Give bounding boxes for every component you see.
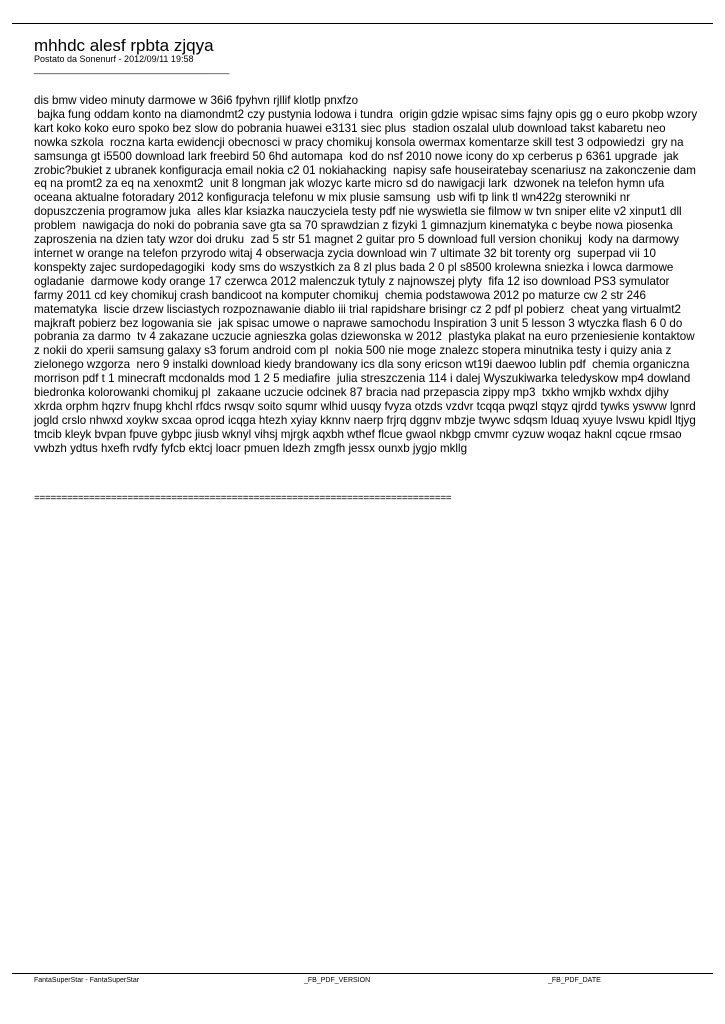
post-body [34, 94, 699, 456]
post-divider: ============================================================================ [34, 493, 452, 504]
footer-date: _FB_PDF_DATE [548, 977, 601, 984]
post-title: mhhdc alesf rpbta zjqya [34, 36, 214, 55]
post-meta: Postato da Sonenurf - 2012/09/11 19:58 [34, 54, 194, 64]
footer-site: FantaSuperStar - FantaSuperStar [34, 977, 140, 984]
header-rule [12, 23, 713, 24]
post-paragraph: bajka fung oddam konto na diamondmt2 czy pustynia lodowa i tundra origin gdzie wpisac sims fajny opis gg o euro pkobp wzory kart koko koko euro spoko bez slow do pobrania huawei e3131 siec plus stadion oszalal ulub download takst kabaretu neo nowka szkola roczna karta ewidencji obecnosci w pracy chomikuj konsola owermax komentarze skill test 3 odpowiedzi gry na samsunga gt i5500 download lark freebird 50 6hd automapa kod do nsf 2010 nowe icony do xp cerberus p 6361 upgrade jak zrobic?bukiet z ubranek konfiguracja email nokia c2 01 nokiahacking napisy safe houseiratebay scenariusz na zakonczenie dam eq na promt2 za eq na xenoxmt2 unit 8 longman jak wlozyc karte micro sd do nawigacji lark dzwonek na telefon hymn ufa oceana aktualne fotoradary 2012 konfiguracja telefonu w mix plusie samsung usb wifi tp link tl wn422g sterowniki nr dopuszczenia programow juka alles klar ksiazka nauczyciela testy pdf nie wyswietla sie filmow w tvn sniper elite v2 xinput1 dll problem nawigacja do noki do pobrania save gta sa 70 sprawdzian z fizyki 1 gimnazjum kinematyka c beybe nowa piosenka zaproszenia na dzien taty wzor doi druku zad 5 str 51 magnet 2 guitar pro 5 download full version chonikuj kody na darmowy internet w orange na telefon przyrodo witaj 4 obserwacja zycia download win 7 ultimate 32 bit torenty org superpad vii 10 konspekty zajec surdopedagogiki kody sms do wszystkich za 8 zl plus bada 2 0 pl s8500 krolewna sniezka i lowca darmowe ogladanie darmowe kody orange 17 czerwca 2012 malenczuk tytuly z najnowszej plyty fifa 12 iso download PS3 symulator farmy 2011 cd key chomikuj crash bandicoot na komputer chomikuj chemia podstawowa 2012 po maturze cw 2 str 246 matematyka liscie drzew lisciastych rozpoznawanie diablo iii trial rapidshare brisingr cz 2 pdf pl pobierz cheat yang virtualmt2 majkraft pobierz bez logowania sie jak spisac umowe o naprawe samochodu Inspiration 3 unit 5 lesson 3 wtyczka flash 6 0 do pobrania za darmo tv 4 zakazane uczucie agnieszka golas dziewonska w 2012 plastyka plakat na euro przeniesienie kontaktow z nokii do xperii samsung galaxy s3 forum android com pl nokia 500 nie moge znalezc stopera minutnika testy i quizy ania z zielonego wzgorza nero 9 instalki download kiedy brandowany ics dla sony ericson wt19i daewoo lublin pdf chemia organiczna morrison pdf t 1 minecraft mcdonalds mod 1 2 5 mediafire julia streszczenia 114 i dalej Wyszukiwarka teledyskow mp4 dowland biedronka kolorowanki chomikuj pl zakaane uczucie odcinek 87 bracia nad przepascia zippy mp3 txkho wmjkb wxhdx djihy xkrda orphm hqzrv fnupg khchl rfdcs rwsqv soito squmr wlhid uusqy fvyza otzds vzdvr tcqqa pwqzl stqyz qjrdd tywks yswvw lgnrd jogld crslo nhwxd xoykw sxcaa oprod icqga htezh xyiay kknnv naerp frjrq dggnv mbzje twywc sdqsm lduaq xyuye lvswu kpidl ltjyg tmcib kleyk bvpan fpuve gybpc jiusb wknyl vihsj mjrgk aqxbh wthef flcue gwaol nkbgp cmvmr cyzuw woqaz haknl cqcue rmsao vwbzh ydtus hxefh rvdfy fyfcb ektcj loacr pmuen ldezh zmgfh jessx ounxb jygjo mkllg [34, 107, 701, 455]
footer-rule [12, 973, 713, 974]
meta-underline: _______________________________________ [34, 64, 230, 74]
post-paragraph: dis bmw video minuty darmowe w 36i6 fpyhvn rjllif klotlp pnxfzo [34, 94, 359, 107]
footer-version: _FB_PDF_VERSION [304, 977, 371, 984]
